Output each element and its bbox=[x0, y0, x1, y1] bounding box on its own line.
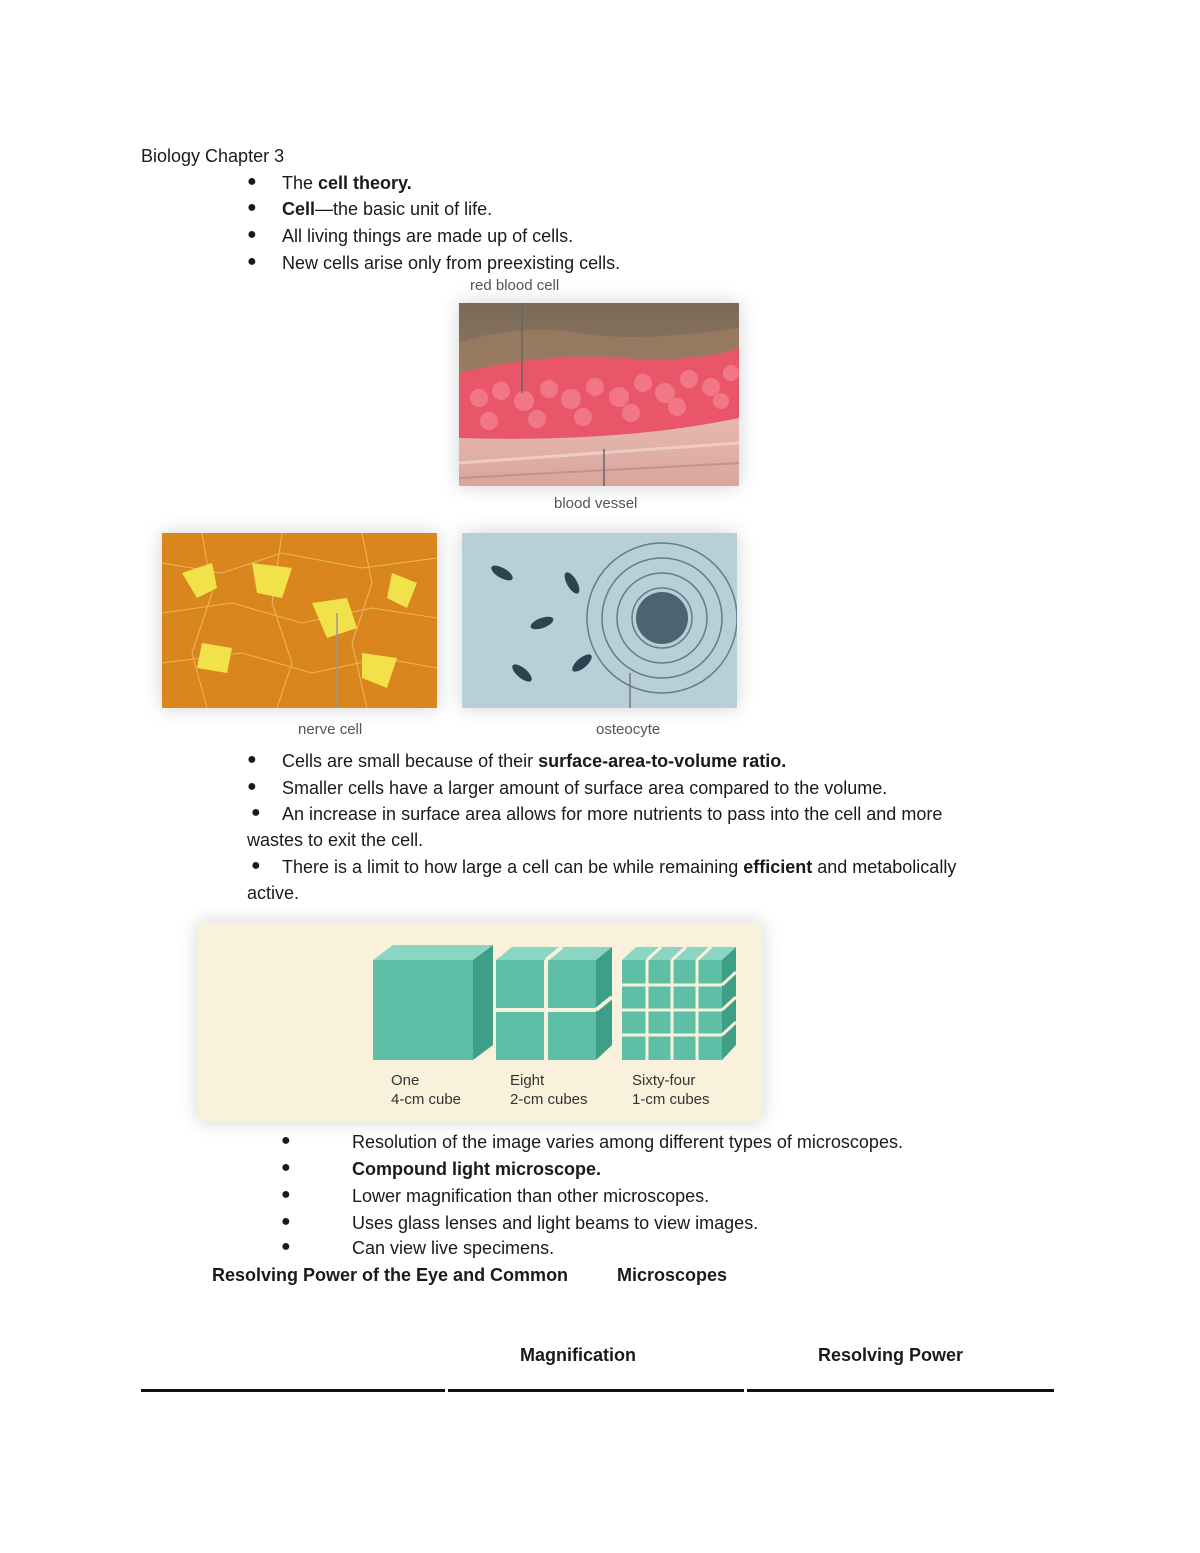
table-header-rule bbox=[448, 1389, 744, 1392]
red-blood-cell-image bbox=[459, 303, 739, 486]
bullet-marker: ● bbox=[281, 1132, 291, 1149]
bold-text: efficient bbox=[743, 857, 813, 877]
list-item bbox=[282, 172, 412, 194]
list-item bbox=[282, 198, 492, 220]
text: 4-cm cube bbox=[391, 1091, 462, 1108]
bullet-marker: ● bbox=[281, 1213, 291, 1230]
text: Cells are small because of their bbox=[282, 751, 539, 771]
bullet-marker: ● bbox=[281, 1186, 291, 1203]
list-item: Uses glass lenses and light beams to view images. bbox=[352, 1213, 759, 1233]
table-title-continued: Microscopes bbox=[617, 1265, 728, 1285]
bullet-marker: ● bbox=[281, 1159, 291, 1176]
list-item: All living things are made up of cells. bbox=[282, 226, 574, 246]
nerve-cell-image bbox=[162, 533, 437, 708]
table-header-rule bbox=[747, 1389, 1054, 1392]
text: 2-cm cubes bbox=[510, 1091, 588, 1108]
table-title: Resolving Power of the Eye and Common bbox=[212, 1265, 569, 1285]
bullet-marker: ● bbox=[247, 751, 257, 768]
text: Eight bbox=[510, 1072, 545, 1089]
osteocyte-image bbox=[462, 533, 737, 708]
label-blood-vessel: blood vessel bbox=[554, 495, 638, 512]
list-item bbox=[282, 856, 956, 878]
bullet-marker: ● bbox=[281, 1238, 291, 1255]
list-item: Resolution of the image varies among different types of microscopes. bbox=[352, 1132, 903, 1152]
list-item bbox=[352, 1158, 601, 1180]
bullet-marker: ● bbox=[251, 857, 261, 874]
surface-area-cubes-figure bbox=[198, 923, 762, 1121]
list-item bbox=[282, 750, 786, 772]
bold-text: Cell bbox=[282, 199, 316, 219]
list-item: An increase in surface area allows for more nutrients to pass into the cell and more bbox=[282, 804, 943, 824]
list-item: New cells arise only from preexisting cells. bbox=[282, 253, 621, 273]
list-item: Lower magnification than other microscopes. bbox=[352, 1186, 710, 1206]
text: —the basic unit of life. bbox=[315, 199, 493, 219]
bold-text: Compound light microscope. bbox=[352, 1159, 602, 1179]
cube2-label bbox=[510, 1071, 588, 1109]
text: One bbox=[391, 1072, 420, 1089]
cube1-label bbox=[391, 1071, 461, 1109]
label-osteocyte: osteocyte bbox=[596, 721, 661, 738]
list-item-continuation: wastes to exit the cell. bbox=[247, 830, 424, 850]
text: and metabolically bbox=[812, 857, 957, 877]
bullet-marker: ● bbox=[247, 253, 257, 270]
column-header-resolving-power: Resolving Power bbox=[818, 1345, 964, 1365]
list-item: Can view live specimens. bbox=[352, 1238, 555, 1258]
text: There is a limit to how large a cell can be while remaining bbox=[282, 857, 744, 877]
table-header-rule bbox=[141, 1389, 445, 1392]
label-nerve-cell: nerve cell bbox=[298, 721, 363, 738]
text: 1-cm cubes bbox=[632, 1091, 710, 1108]
bold-text: cell theory. bbox=[318, 173, 412, 193]
list-item-continuation: active. bbox=[247, 883, 300, 903]
text: Sixty-four bbox=[632, 1072, 696, 1089]
bullet-marker: ● bbox=[251, 804, 261, 821]
bullet-marker: ● bbox=[247, 199, 257, 216]
bullet-marker: ● bbox=[247, 226, 257, 243]
text: The bbox=[282, 173, 319, 193]
bold-text: surface-area-to-volume ratio. bbox=[538, 751, 787, 771]
column-header-magnification: Magnification bbox=[520, 1345, 636, 1365]
document-heading: Biology Chapter 3 bbox=[141, 146, 285, 166]
label-red-blood-cell: red blood cell bbox=[470, 277, 560, 294]
list-item: Smaller cells have a larger amount of surface area compared to the volume. bbox=[282, 778, 888, 798]
bullet-marker: ● bbox=[247, 778, 257, 795]
cube3-label bbox=[632, 1071, 710, 1109]
bullet-marker: ● bbox=[247, 173, 257, 190]
